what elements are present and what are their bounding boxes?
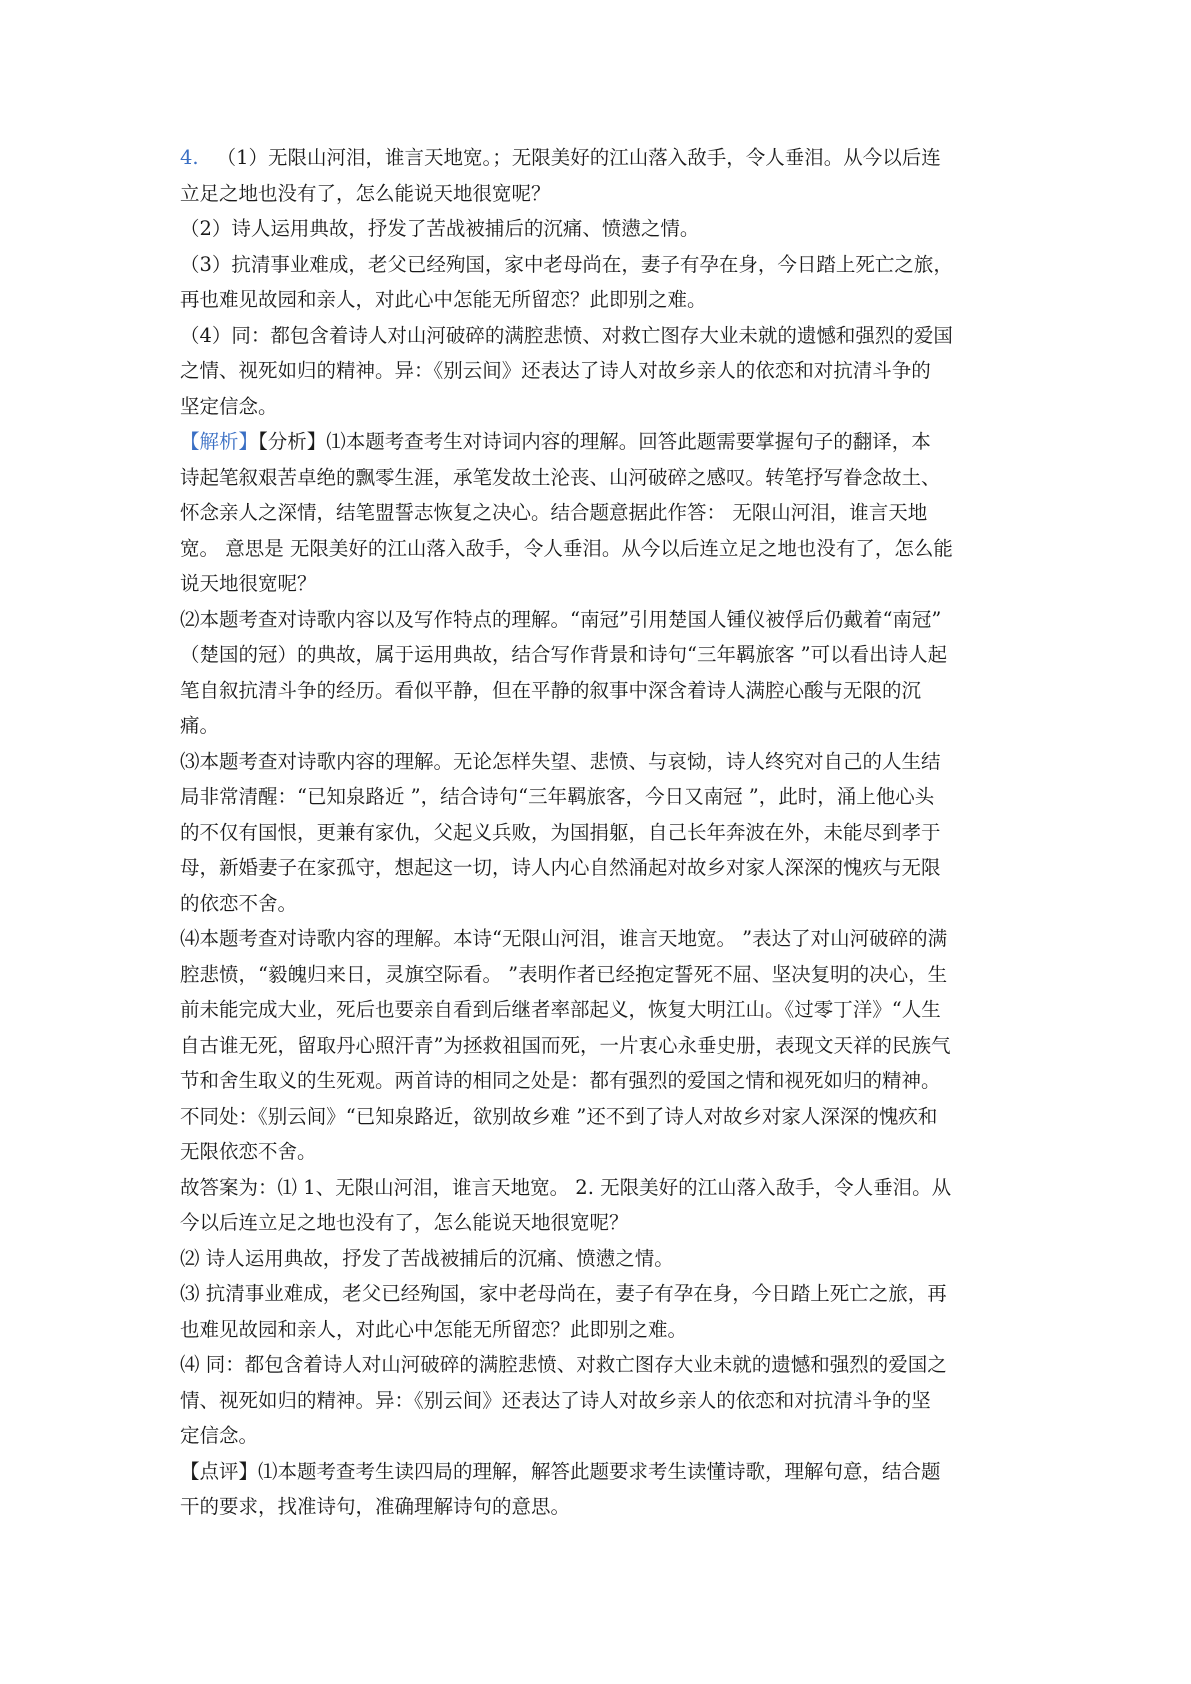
question-answer-line: 之情、视死如归的精神。异：《别云间》还表达了诗人对故乡亲人的依恋和对抗清斗争的 [180,359,931,382]
analysis-line: 宽。 意思是 无限美好的江山落入敌手，令人垂泪。从今以后连立足之地也没有了，怎么能 [180,536,953,560]
analysis-line: 自古谁无死，留取丹心照汗青”为拯救祖国而死，一片衷心永垂史册，表现文天祥的民族气 [180,1033,951,1057]
analysis-line: （楚国的冠）的典故，属于运用典故，结合写作背景和诗句“三年羁旅客 ”可以看出诗人起 [180,643,948,666]
analysis-tag: 【解析】 [180,430,259,453]
analysis-line: 也难见故园和亲人，对此心中怎能无所留恋？此即别之难。 [180,1317,688,1341]
analysis-line: 今以后连立足之地也没有了，怎么能说天地很宽呢？ [180,1211,629,1234]
question-answer-line: （1）无限山河泪，谁言天地宽。；无限美好的江山落入敌手，令人垂泪。从今以后连 [216,146,941,169]
question-answer-line: （4）同：都包含着诗人对山河破碎的满腔悲愤、对救亡图存大业未就的遗憾和强烈的爱国 [180,323,953,347]
question-answer-line: 立足之地也没有了，怎么能说天地很宽呢？ [180,181,551,205]
analysis-line: 痛。 [180,714,220,737]
analysis-line: ⑷本题考查对诗歌内容的理解。本诗“无限山河泪，谁言天地宽。 ”表达了对山河破碎的满 [180,927,948,950]
analysis-line: 怀念亲人之深情，结笔盟誓志恢复之决心。结合题意据此作答： 无限山河泪，谁言天地 [180,501,928,524]
analysis-line: 不同处：《别云间》“已知泉路近，欲别故乡难 ”还不到了诗人对故乡对家人深深的愧疚和 [180,1104,938,1128]
analysis-line: ⑷ 同：都包含着诗人对山河破碎的满腔悲愤、对救亡图存大业未就的遗憾和强烈的爱国之 [180,1353,947,1376]
analysis-line: ⑶ 抗清事业难成，老父已经殉国，家中老母尚在，妻子有孕在身，今日踏上死亡之旅，再 [180,1282,947,1305]
analysis-line: 局非常清醒：“已知泉路近 ”，结合诗句“三年羁旅客，今日又南冠 ”，此时，涌上他心头 [180,785,935,808]
analysis-line: 诗起笔叙艰苦卓绝的飘零生涯，承笔发故土沦丧、山河破碎之感叹。转笔抒写眷念故土、 [180,465,941,489]
question-answer-line: 再也难见故园和亲人，对此心中怎能无所留恋？此即别之难。 [180,288,707,311]
question-first-line [180,140,1020,176]
analysis-line: 干的要求，找准诗句，准确理解诗句的意思。 [180,1495,571,1518]
question-number: 4. [180,146,199,169]
analysis-line: 说天地很宽呢？ [180,572,317,595]
analysis-line: 腔悲愤，“毅魄归来日，灵旗空际看。 ”表明作者已经抱定誓死不屈、坚决复明的决心，生 [180,962,948,986]
analysis-line: 前未能完成大业，死后也要亲自看到后继者率部起义，恢复大明江山。《过零丁洋》“人生 [180,998,941,1021]
analysis-line: 定信念。 [180,1424,259,1447]
analysis-line: ⑵ 诗人运用典故，抒发了苦战被捕后的沉痛、愤懑之情。 [180,1246,674,1270]
analysis-line: 无限依恋不舍。 [180,1140,317,1163]
analysis-line: 【点评】⑴本题考查考生读四局的理解，解答此题要求考生读懂诗歌，理解句意，结合题 [180,1459,941,1483]
analysis-line: 笔自叙抗清斗争的经历。看似平静，但在平静的叙事中深含着诗人满腔心酸与无限的沉 [180,678,922,702]
question-answer-line: （2）诗人运用典故，抒发了苦战被捕后的沉痛、愤懑之情。 [180,217,700,240]
analysis-line: 母，新婚妻子在家孤守，想起这一切，诗人内心自然涌起对故乡对家人深深的愧疚与无限 [180,856,941,879]
analysis-line: 的不仅有国恨，更兼有家仇，父起义兵败，为国捐躯，自己长年奔波在外，未能尽到孝于 [180,820,941,844]
analysis-line: 故答案为：⑴ 1、无限山河泪，谁言天地宽。 2. 无限美好的江山落入敌手，令人垂泪。从 [180,1175,952,1199]
analysis-line: 节和舍生取义的生死观。两首诗的相同之处是：都有强烈的爱国之情和视死如归的精神。 [180,1069,941,1092]
question-answer-line: （3）抗清事业难成，老父已经殉国，家中老母尚在，妻子有孕在身，今日踏上死亡之旅， [180,252,953,276]
analysis-line: 【分析】⑴本题考查考生对诗词内容的理解。回答此题需要掌握句子的翻译，本 [258,430,931,453]
question-answer-line: 坚定信念。 [180,394,278,418]
analysis-first-line [180,424,1020,460]
analysis-line: ⑶本题考查对诗歌内容的理解。无论怎样失望、悲愤、与哀恸，诗人终究对自己的人生结 [180,749,941,773]
analysis-line: ⑵本题考查对诗歌内容以及写作特点的理解。“南冠”引用楚国人锺仪被俘后仍戴着“南冠” [180,607,942,631]
analysis-line: 情、视死如归的精神。异：《别云间》还表达了诗人对故乡亲人的依恋和对抗清斗争的坚 [180,1388,931,1412]
document-page [180,140,1020,1525]
analysis-line: 的依恋不舍。 [180,891,298,915]
